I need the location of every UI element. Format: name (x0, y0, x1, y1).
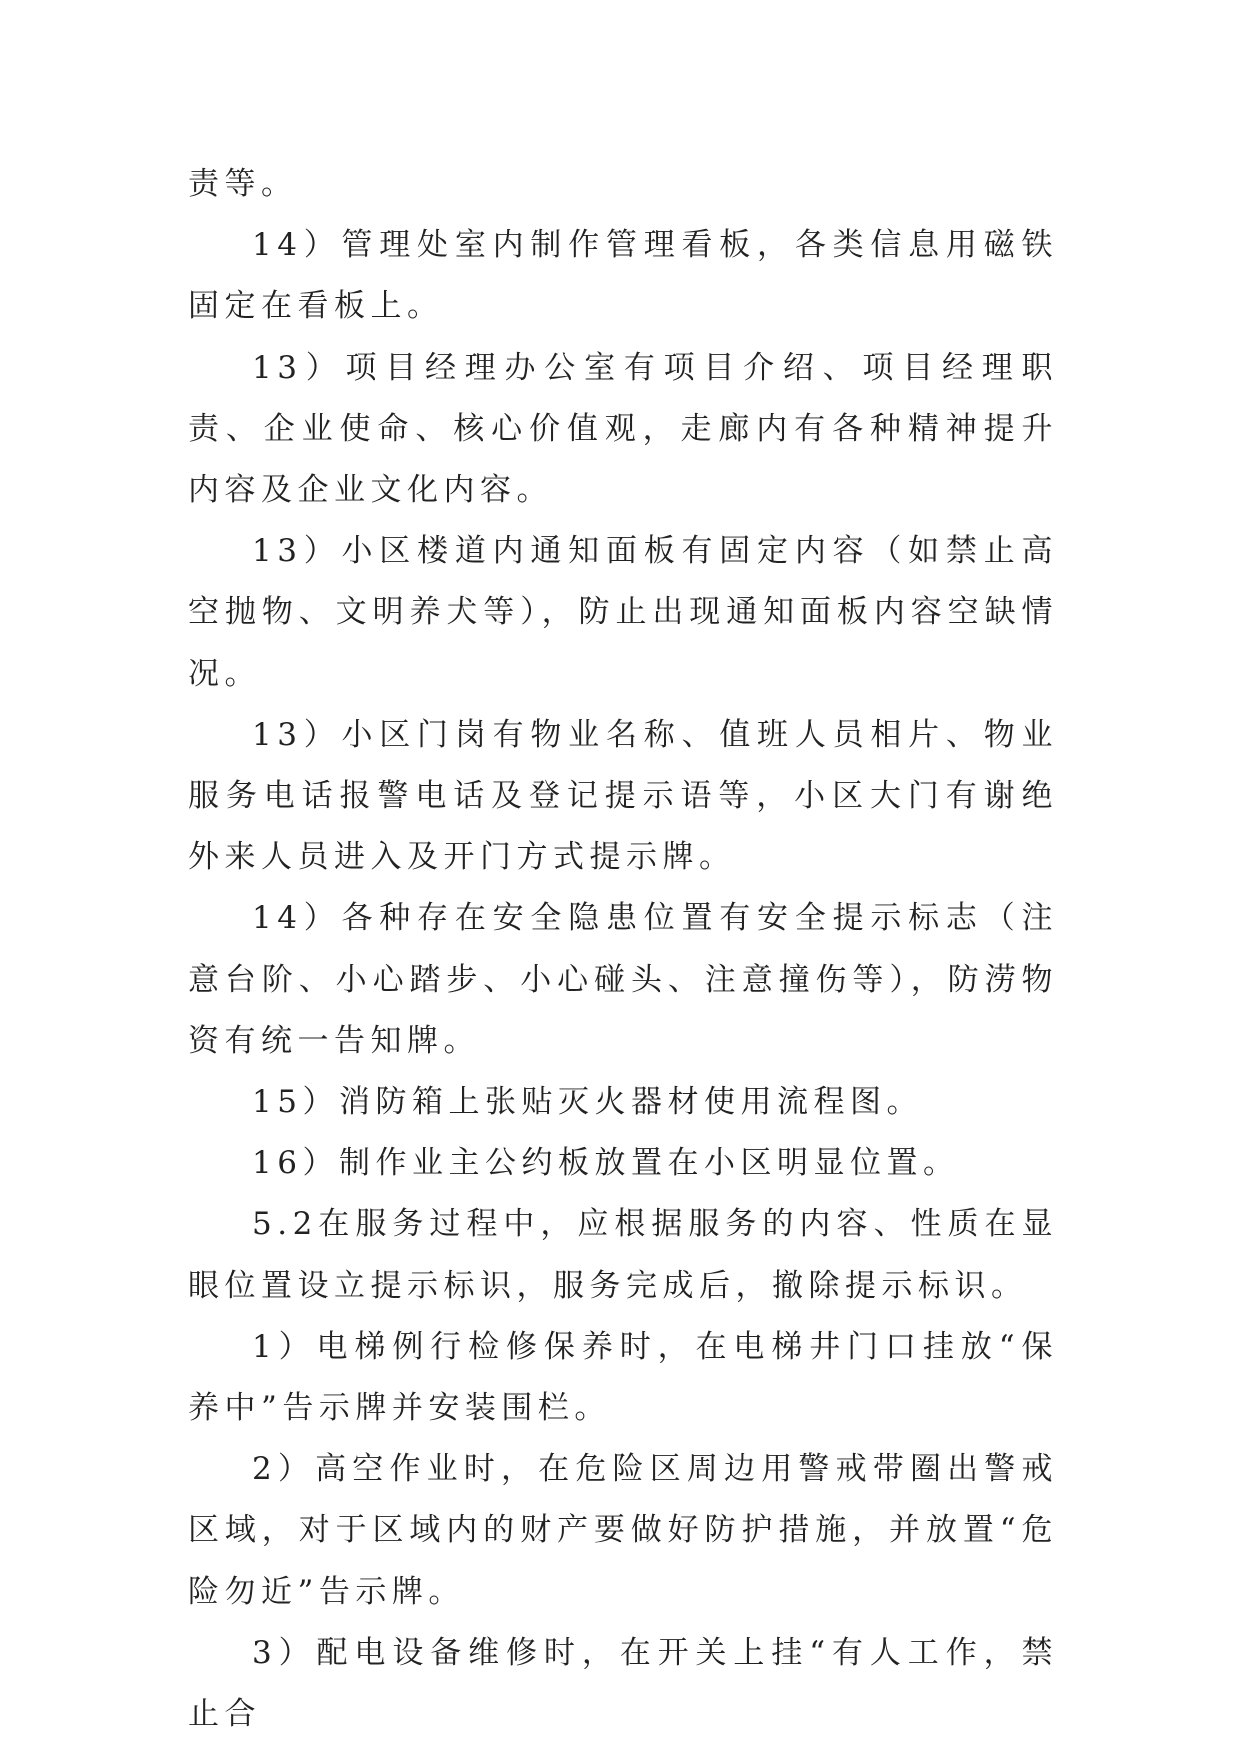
paragraph-9: 5.2在服务过程中，应根据服务的内容、性质在显眼位置设立提示标识，服务完成后，撤除提示标识。 (188, 1206, 1058, 1304)
paragraph-12: 3）配电设备维修时，在开关上挂“有人工作，禁止合 (188, 1634, 1058, 1733)
document-body (188, 154, 1058, 1745)
paragraph-2: 14）管理处室内制作管理看板，各类信息用磁铁固定在看板上。 (188, 227, 1058, 325)
paragraph-3: 13）项目经理办公室有项目介绍、项目经理职责、企业使命、核心价值观，走廊内有各种精神提升内容及企业文化内容。 (188, 349, 1058, 509)
paragraph-10: 1）电梯例行检修保养时，在电梯井门口挂放“保养中”告示牌并安装围栏。 (188, 1328, 1058, 1427)
paragraph-8: 16）制作业主公约板放置在小区明显位置。 (252, 1145, 960, 1182)
paragraph-11: 2）高空作业时，在危险区周边用警戒带圈出警戒区域，对于区域内的财产要做好防护措施，并放置“危险勿近”告示牌。 (188, 1451, 1058, 1610)
paragraph-6: 14）各种存在安全隐患位置有安全提示标志（注意台阶、小心踏步、小心碰头、注意撞伤等），防涝物资有统一告知牌。 (188, 900, 1058, 1059)
paragraph-1: 责等。 (188, 166, 298, 202)
paragraph-5: 13）小区门岗有物业名称、值班人员相片、物业服务电话报警电话及登记提示语等，小区大门有谢绝外来人员进入及开门方式提示牌。 (188, 716, 1058, 876)
paragraph-7: 15）消防箱上张贴灭火器材使用流程图。 (252, 1084, 923, 1121)
paragraph-4: 13）小区楼道内通知面板有固定内容（如禁止高空抛物、文明养犬等），防止出现通知面板内容空缺情况。 (188, 533, 1058, 692)
